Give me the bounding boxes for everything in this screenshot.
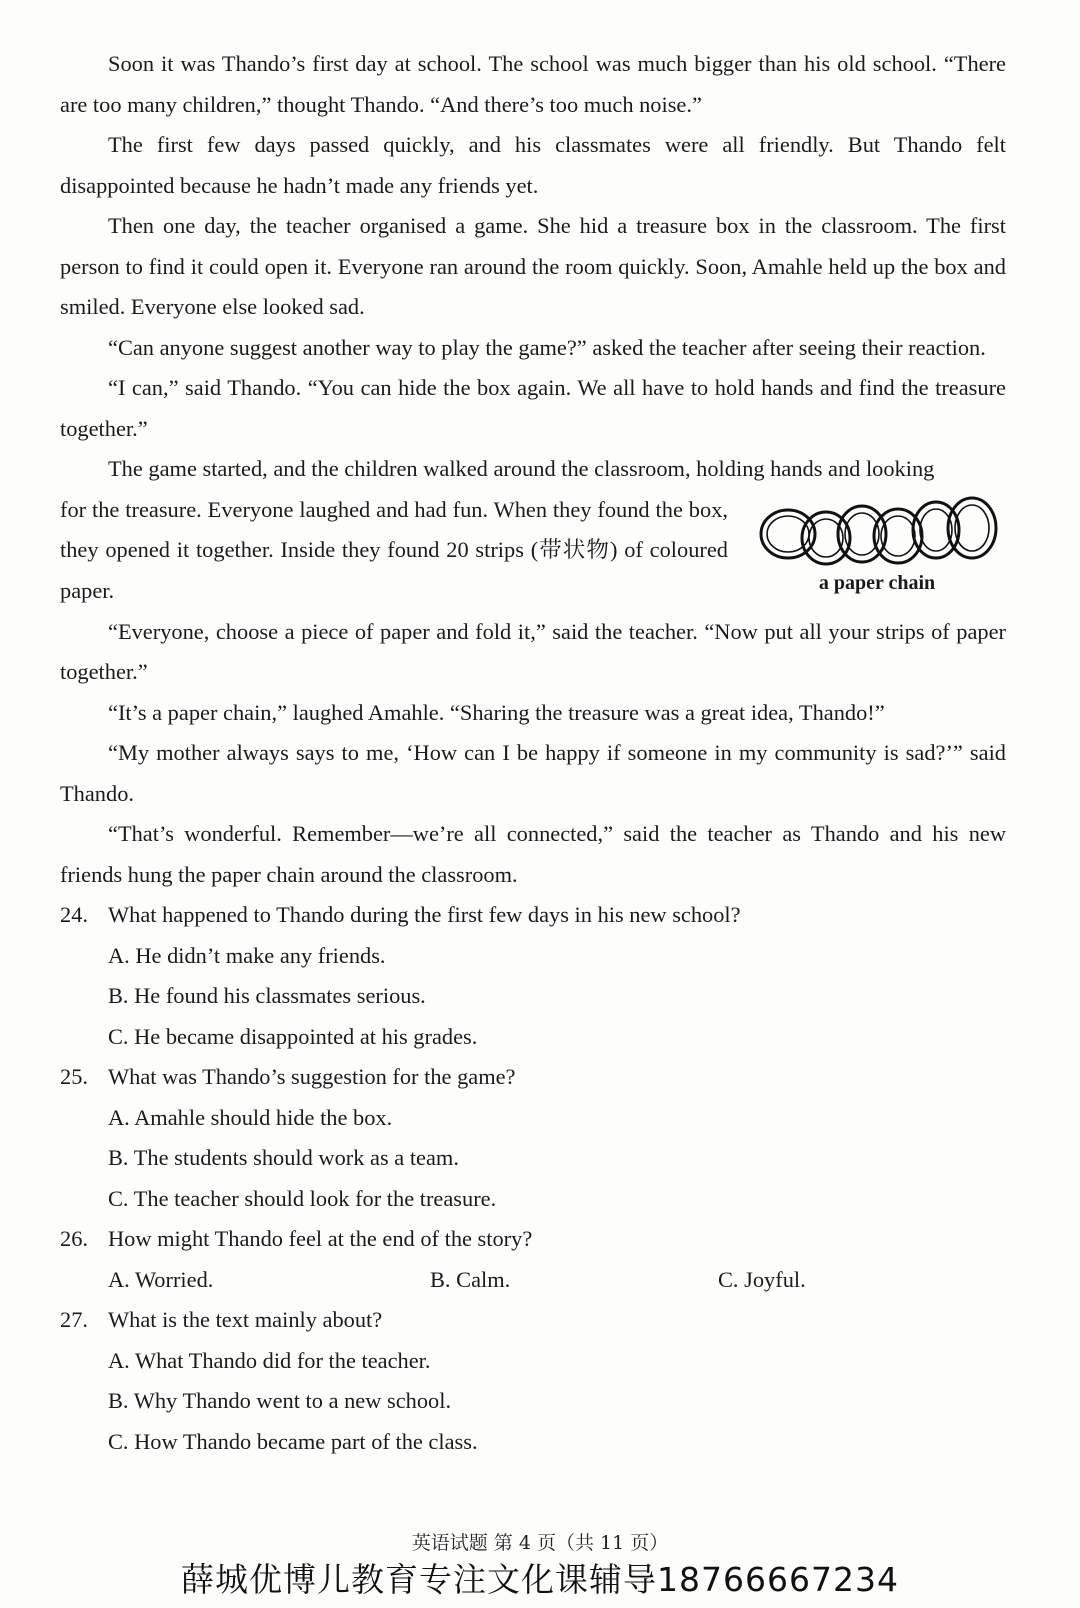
illustration-caption: a paper chain bbox=[818, 571, 936, 594]
option-c: C. The teacher should look for the treasure. bbox=[108, 1185, 497, 1211]
option-c: C. How Thando became part of the class. bbox=[108, 1428, 478, 1454]
options-row bbox=[60, 1260, 1006, 1301]
story-paragraph-6-line-1: The game started, and the children walked around the classroom, holding hands and looking bbox=[108, 456, 935, 481]
question-text: What happened to Thando during the first few days in his new school? bbox=[108, 902, 741, 927]
question-text: What is the text mainly about? bbox=[108, 1307, 383, 1332]
option-b: B. Why Thando went to a new school. bbox=[108, 1388, 452, 1413]
story-paragraph-7: “Everyone, choose a piece of paper and fold it,” said the teacher. “Now put all your strips of paper together.” bbox=[60, 618, 1006, 684]
question-text: How might Thando feel at the end of the story? bbox=[108, 1226, 533, 1251]
story-paragraph-1: Soon it was Thando’s first day at school. The school was much bigger than his old school. “There are too many children,” thought Thando. “And there’s too much noise.” bbox=[60, 51, 1006, 117]
question-27 bbox=[60, 1300, 1006, 1462]
question-number: 24. bbox=[60, 902, 88, 927]
question-text: What was Thando’s suggestion for the game? bbox=[108, 1064, 516, 1089]
story-paragraph-5: “I can,” said Thando. “You can hide the box again. We all have to hold hands and find the treasure together.” bbox=[60, 375, 1006, 441]
option-b: B. He found his classmates serious. bbox=[108, 983, 426, 1008]
paper-chain-icon bbox=[758, 492, 1002, 572]
story-paragraph-3: Then one day, the teacher organised a game. She hid a treasure box in the classroom. The first person to find it could open it. Everyone ran around the room quickly. Soon, Amahle held up the box and smiled. Everyone else looked sad. bbox=[60, 213, 1006, 319]
question-number: 26. bbox=[60, 1226, 88, 1251]
option-a: A. Worried. bbox=[108, 1266, 214, 1292]
watermark-text: 薛城优博儿教育专注文化课辅导18766667234 bbox=[181, 1560, 899, 1599]
option-b: B. The students should work as a team. bbox=[108, 1145, 459, 1170]
option-c: C. Joyful. bbox=[718, 1266, 806, 1292]
option-b: B. Calm. bbox=[430, 1266, 511, 1292]
story-paragraph-6-with-illustration bbox=[60, 490, 1006, 612]
story-paragraph-2: The first few days passed quickly, and his classmates were all friendly. But Thando felt disappointed because he hadn’t made any friends yet. bbox=[60, 132, 1006, 198]
paper-chain-illustration bbox=[748, 492, 1006, 612]
option-a: A. He didn’t make any friends. bbox=[108, 942, 386, 968]
story-paragraph-10: “That’s wonderful. Remember—we’re all connected,” said the teacher as Thando and his new friends hung the paper chain around the classroom. bbox=[60, 821, 1006, 887]
story-paragraph-9: “My mother always says to me, ‘How can I be happy if someone in my community is sad?’” said Thando. bbox=[60, 740, 1006, 806]
question-25 bbox=[60, 1057, 1006, 1219]
page-footer: 英语试题 第 4 页（共 11 页） bbox=[411, 1532, 669, 1554]
option-a: A. What Thando did for the teacher. bbox=[108, 1347, 431, 1373]
story-paragraph-4: “Can anyone suggest another way to play the game?” asked the teacher after seeing their reaction. bbox=[108, 334, 986, 360]
question-26 bbox=[60, 1219, 1006, 1300]
question-number: 25. bbox=[60, 1064, 88, 1089]
story-paragraph-6-rest: for the treasure. Everyone laughed and had fun. When they found the box, they opened it together. Inside they found 20 strips (带状物) of coloured paper. bbox=[60, 496, 728, 603]
question-24 bbox=[60, 895, 1006, 1057]
option-a: A. Amahle should hide the box. bbox=[108, 1104, 393, 1130]
story-paragraph-8: “It’s a paper chain,” laughed Amahle. “Sharing the treasure was a great idea, Thando!” bbox=[108, 699, 885, 725]
page-content bbox=[60, 44, 1006, 1462]
question-number: 27. bbox=[60, 1307, 88, 1332]
option-c: C. He became disappointed at his grades. bbox=[108, 1023, 478, 1049]
chain-link-1 bbox=[761, 510, 815, 558]
